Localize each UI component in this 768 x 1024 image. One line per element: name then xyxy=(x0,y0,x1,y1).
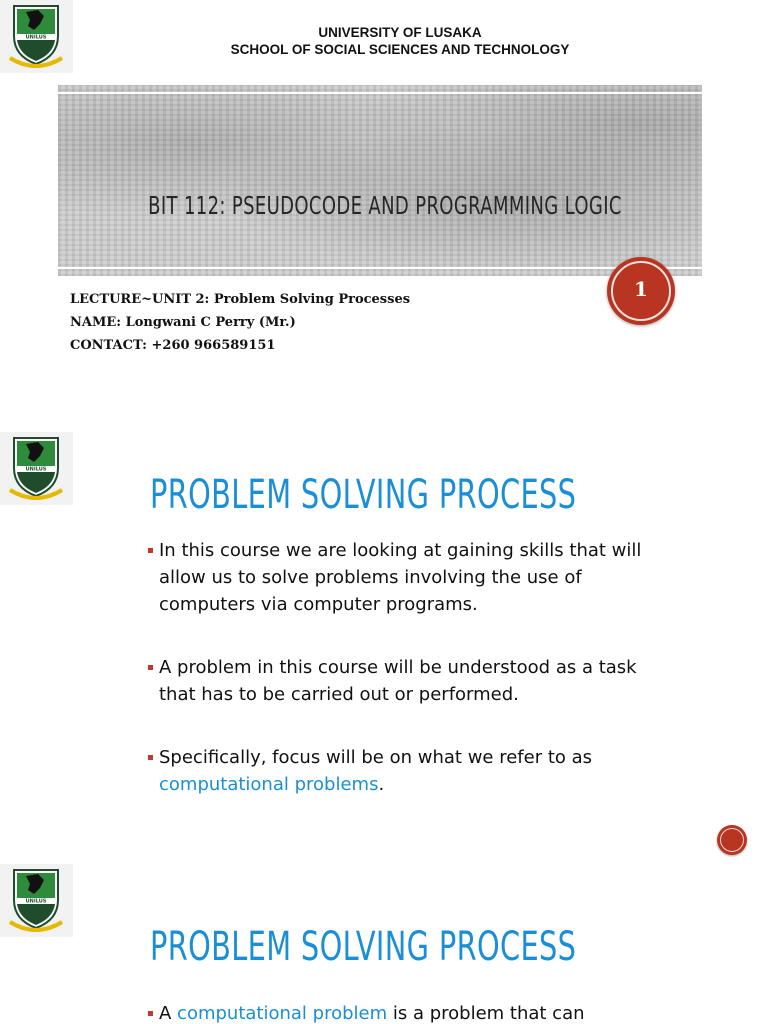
slide-number: 1 xyxy=(634,277,648,301)
shield-icon xyxy=(0,432,73,505)
bullet-item xyxy=(148,1000,668,1024)
bullet-text: A problem in this course will be understood as a task that has to be carried out or performed. xyxy=(159,657,637,705)
university-header xyxy=(80,24,720,58)
contact-value: +260 966589151 xyxy=(151,338,276,353)
slide-number-dot-icon xyxy=(717,825,747,855)
slide-3 xyxy=(0,864,768,1024)
shield-icon xyxy=(0,864,73,937)
name-value: Longwani C Perry (Mr.) xyxy=(125,315,296,330)
slide-number-badge xyxy=(607,257,675,325)
bullet-item xyxy=(148,537,668,618)
university-logo xyxy=(0,864,73,937)
bullet-item xyxy=(148,654,668,708)
lecture-value: Problem Solving Processes xyxy=(213,292,411,307)
computational-problem-highlight: computational problem xyxy=(177,1003,388,1024)
banner-line-bottom xyxy=(58,267,702,269)
contact-label: CONTACT: xyxy=(70,338,147,353)
svg-text:UNILUS: UNILUS xyxy=(25,898,47,905)
school-name: SCHOOL OF SOCIAL SCIENCES AND TECHNOLOGY xyxy=(230,42,570,57)
bullet-text: In this course we are looking at gaining skills that will allow us to solve problems involving the use of computers via computer programs. xyxy=(159,540,642,615)
slide-2 xyxy=(0,432,768,864)
bullet-text: A xyxy=(159,1003,178,1024)
bullet-text-end: . xyxy=(378,774,385,795)
lecture-info xyxy=(70,288,410,357)
university-name: UNIVERSITY OF LUSAKA xyxy=(318,25,482,40)
contact-line xyxy=(70,334,410,357)
bullet-text-end: is a problem that can xyxy=(387,1003,585,1024)
bullet-square-icon xyxy=(148,755,153,760)
bullet-text: Specifically, focus will be on what we refer to as xyxy=(159,747,593,768)
bullet-item xyxy=(148,744,668,798)
name-line xyxy=(70,311,410,334)
course-title: BIT 112: PSEUDOCODE AND PROGRAMMING LOGIC xyxy=(148,191,622,220)
section-title: PROBLEM SOLVING PROCESS xyxy=(150,924,577,970)
svg-text:UNILUS: UNILUS xyxy=(25,466,47,473)
shield-icon xyxy=(0,0,73,73)
bullet-square-icon xyxy=(148,1011,153,1016)
title-banner xyxy=(58,85,702,276)
bullet-square-icon xyxy=(148,665,153,670)
svg-text:UNILUS: UNILUS xyxy=(25,34,47,41)
section-title: PROBLEM SOLVING PROCESS xyxy=(150,472,577,518)
bullet-list xyxy=(148,537,668,834)
bullet-list xyxy=(148,1000,668,1024)
computational-problems-highlight: computational problems xyxy=(159,774,379,795)
university-logo xyxy=(0,0,73,73)
bullet-square-icon xyxy=(148,548,153,553)
lecture-line xyxy=(70,288,410,311)
lecture-label: LECTURE~UNIT 2: xyxy=(70,292,210,307)
banner-line-top xyxy=(58,92,702,94)
slide-1 xyxy=(0,0,768,400)
name-label: NAME: xyxy=(70,315,122,330)
university-logo xyxy=(0,432,73,505)
